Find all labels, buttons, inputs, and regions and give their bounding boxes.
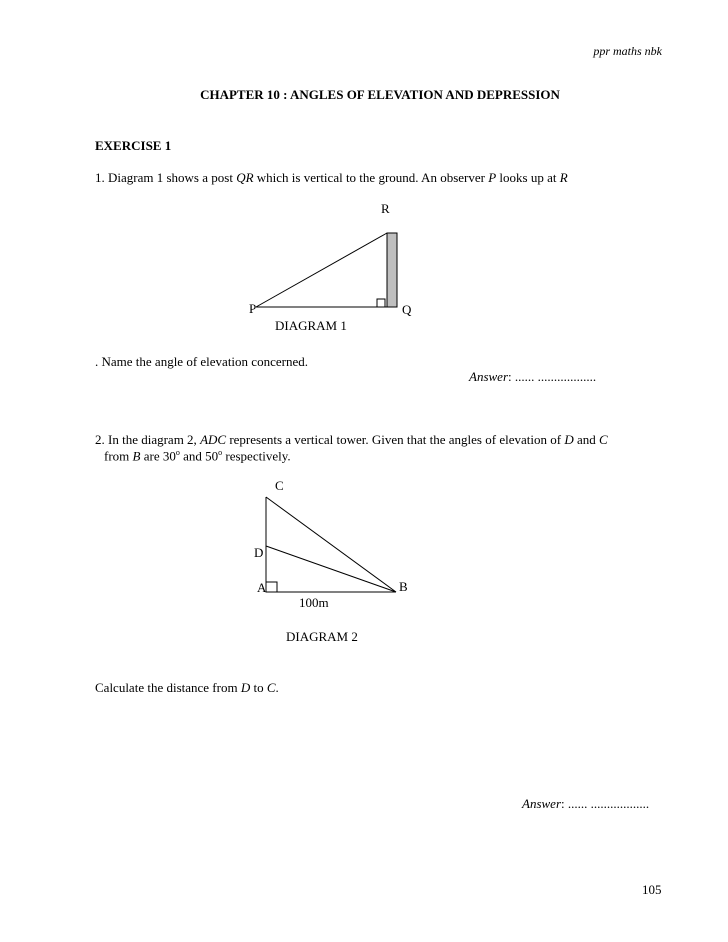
- question-1-text: 1. Diagram 1 shows a post QR which is vertical to the ground. An observer P looks up at R: [95, 170, 568, 185]
- distance-ab: 100m: [299, 595, 329, 610]
- label-a: A: [257, 580, 267, 595]
- diagram-1-caption: DIAGRAM 1: [275, 318, 347, 333]
- label-r: R: [381, 201, 390, 216]
- question-2-instruction: Calculate the distance from D to C.: [95, 680, 279, 695]
- answer-1-line: Answer: ...... ..................: [469, 369, 597, 384]
- line-cb: [266, 497, 396, 592]
- right-angle-mark: [266, 582, 277, 592]
- label-c: C: [275, 478, 284, 493]
- label-p: P: [249, 301, 257, 316]
- question-2-line-2: from B are 30$^o$ and 50$^o$ respectively.: [104, 448, 291, 464]
- question-2-line-1: 2. In the diagram 2, ADC represents a vertical tower. Given that the angles of elevation of D and C: [95, 432, 608, 447]
- label-d: D: [254, 545, 264, 560]
- chapter-title: CHAPTER 10 : ANGLES OF ELEVATION AND DEPRESSION: [200, 87, 560, 102]
- page-number: 105: [642, 882, 662, 897]
- exercise-heading: EXERCISE 1: [95, 138, 172, 153]
- label-b: B: [399, 579, 408, 594]
- question-1-instruction: . Name the angle of elevation concerned.: [95, 354, 308, 369]
- line-db: [266, 546, 396, 592]
- label-q: Q: [402, 302, 412, 317]
- answer-2-line: Answer: ...... ..................: [522, 796, 650, 811]
- header-tag: ppr maths nbk: [593, 44, 662, 58]
- diagram-2-caption: DIAGRAM 2: [286, 629, 358, 644]
